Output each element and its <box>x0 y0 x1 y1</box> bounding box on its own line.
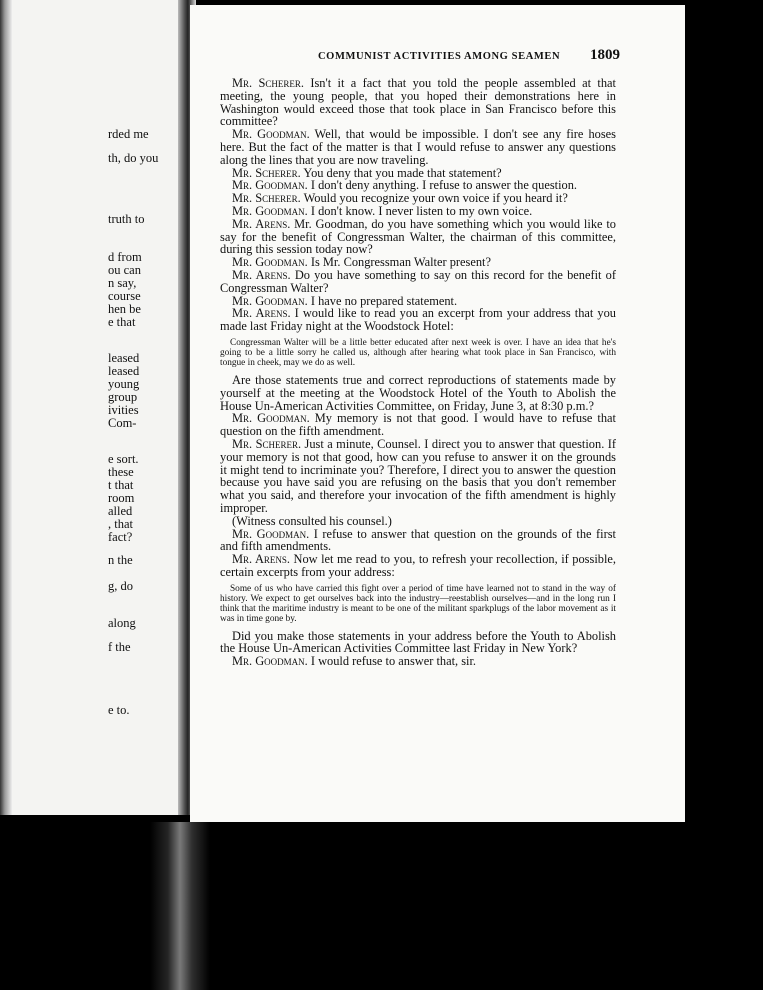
left-page-fragment: these <box>108 465 134 479</box>
left-page-fragment: ivities <box>108 403 139 417</box>
left-page-fragment: e sort. <box>108 452 139 466</box>
testimony-paragraph <box>220 307 616 333</box>
paragraph-text: I would like to read you an excerpt from your address that you made last Friday night at the Woodstock Hotel: <box>220 306 616 334</box>
speaker-name: Mr. Goodman. <box>232 526 310 541</box>
speaker-name: Mr. Goodman. <box>232 178 308 193</box>
left-page-fragment: along <box>108 616 136 630</box>
testimony-paragraph <box>220 655 616 668</box>
page-header <box>218 45 618 67</box>
paragraph-text: (Witness consulted his counsel.) <box>232 513 392 528</box>
paragraph-text: My memory is not that good. I would have to refuse that question on the fifth amendment. <box>220 411 616 439</box>
left-page-fragment: truth to <box>108 212 145 226</box>
binding-shadow <box>150 822 210 990</box>
left-page-fragment: Com- <box>108 416 137 430</box>
running-head: COMMUNIST ACTIVITIES AMONG SEAMEN <box>318 51 561 62</box>
paragraph-text: Just a minute, Counsel. I direct you to answer that question. If your memory is not that good, how can you refuse to answer it on the grounds it might tend to incriminate you? Therefore, I direct you to answer the question because you have said you are refusing on the basis that you don't remember what you said, and therefore your invocation of the fifth amendment is highly improper. <box>220 436 616 515</box>
paragraph-text: Some of us who have carried this fight over a period of time have learned not to stand in the way of history. We expect to get ourselves back into the industry—reestablish ourselves—and in the long run I think that the maritime industry is meant to be one of the militant sparkplugs of the labor movement as it was in time gone by. <box>220 583 616 624</box>
left-page-fragment: hen be <box>108 302 141 316</box>
left-page-fragment: room <box>108 491 135 505</box>
page-number: 1809 <box>590 47 620 63</box>
speaker-name: Mr. Goodman. <box>232 293 308 308</box>
body-text <box>220 77 616 668</box>
left-page-fragment: leased <box>108 364 140 378</box>
paragraph-text: Congressman Walter will be a little better educated after next week is over. I have an idea that he's going to be a little sorry he called us, although after hearing what took place in San Francisco, with tongue in cheek, may we do as well. <box>220 337 616 368</box>
paragraph-text: Well, that would be impossible. I don't see any fire hoses here. But the fact of the matter is that I would refuse to answer any questions along the lines that you are now traveling. <box>220 127 617 167</box>
speaker-name: Mr. Scherer. <box>232 436 302 451</box>
page-edge-shadow <box>0 0 12 815</box>
left-page-fragment: rded me <box>108 127 149 141</box>
paragraph-text: Are those statements true and correct reproductions of statements made by yourself at the meeting at the Woodstock Hotel of the Youth to Abolish the House Un-American Activities Committee, on Friday, June 3, at 8:30 p.m.? <box>220 372 616 413</box>
paragraph-text: Would you recognize your own voice if you heard it? <box>300 191 568 206</box>
left-page-fragment: fact? <box>108 530 133 544</box>
left-page-fragment: n say, <box>108 276 137 290</box>
quoted-excerpt <box>220 338 616 368</box>
left-page-fragment: course <box>108 289 141 303</box>
left-page-fragment: group <box>108 390 138 404</box>
speaker-name: Mr. Goodman. <box>232 203 308 218</box>
speaker-name: Mr. Goodman. <box>232 127 310 142</box>
speaker-name: Mr. Arens. <box>232 267 291 282</box>
paragraph-text: I don't deny anything. I refuse to answer the question. <box>307 178 578 193</box>
speaker-name: Mr. Arens. <box>232 552 290 567</box>
speaker-name: Mr. Arens. <box>232 216 291 231</box>
speaker-name: Mr. Scherer. <box>232 191 301 206</box>
paragraph-text: I have no prepared statement. <box>307 293 458 308</box>
testimony-paragraph <box>220 218 616 256</box>
testimony-paragraph <box>220 77 616 128</box>
left-page-fragment: young <box>108 377 140 391</box>
testimony-paragraph <box>220 438 616 515</box>
left-page-fragment: , that <box>108 517 133 531</box>
left-page-fragment: th, do you <box>108 151 159 165</box>
testimony-paragraph <box>220 128 616 166</box>
left-page-fragment: leased <box>108 351 140 365</box>
speaker-name: Mr. Goodman. <box>232 411 310 426</box>
left-page-fragment: n the <box>108 553 133 567</box>
paragraph-text: Do you have something to say on this record for the benefit of Congressman Walter? <box>220 267 616 295</box>
left-page-fragment: e that <box>108 315 136 329</box>
paragraph-text: You deny that you made that statement? <box>300 165 502 180</box>
testimony-paragraph <box>220 553 616 579</box>
testimony-paragraph <box>220 269 616 295</box>
testimony-paragraph <box>220 630 616 656</box>
right-page <box>190 5 685 822</box>
paragraph-text: Isn't it a fact that you told the people assembled at that meeting, the young people, that you hoped their demonstrations here in Washington would exceed those that took place in San Francisco before this committee? <box>220 76 616 129</box>
speaker-name: Mr. Scherer. <box>232 165 301 180</box>
left-page-fragment: g, do <box>108 579 133 593</box>
left-page-fragment: t that <box>108 478 134 492</box>
speaker-name: Mr. Arens. <box>232 306 291 321</box>
speaker-name: Mr. Goodman. <box>232 255 308 270</box>
left-page-fragment: f the <box>108 640 131 654</box>
paragraph-text: Now let me read to you, to refresh your recollection, if possible, certain excerpts from your address: <box>220 552 616 579</box>
left-page-fragment: e to. <box>108 703 130 717</box>
left-page-edge <box>0 0 184 815</box>
paragraph-text: I would refuse to answer that, sir. <box>307 654 477 669</box>
quoted-excerpt <box>220 584 616 624</box>
paragraph-text: Mr. Goodman, do you have something which you would like to say for the benefit of Congressman Walter, the chairman of this committee, during this session today now? <box>220 216 616 257</box>
paragraph-text: Is Mr. Congressman Walter present? <box>307 255 491 270</box>
speaker-name: Mr. Goodman. <box>232 654 308 669</box>
left-page-fragment: d from <box>108 250 142 264</box>
paragraph-text: I don't know. I never listen to my own voice. <box>307 203 533 218</box>
testimony-paragraph <box>220 528 616 554</box>
speaker-name: Mr. Scherer. <box>232 76 304 90</box>
paragraph-text: I refuse to answer that question on the grounds of the first and fifth amendments. <box>220 526 616 554</box>
left-page-fragment: alled <box>108 504 133 518</box>
paragraph-text: Did you make those statements in your address before the Youth to Abolish the House Un-American Activities Committee last Friday in New York? <box>220 628 616 656</box>
left-page-fragment: ou can <box>108 263 141 277</box>
testimony-paragraph <box>220 374 616 412</box>
testimony-paragraph <box>220 412 616 438</box>
